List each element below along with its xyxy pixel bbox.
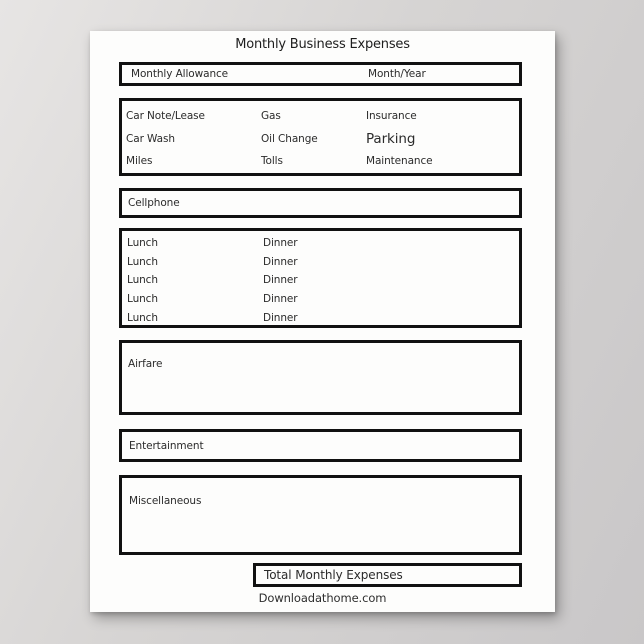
meal-row [127,234,519,253]
airfare-box [119,340,522,415]
dinner-label: Dinner [263,293,298,306]
miles-label: Miles [126,155,153,168]
dinner-label: Dinner [263,237,298,250]
meal-row [127,271,519,290]
maintenance-label: Maintenance [366,155,433,168]
website-credit: Downloadathome.com [258,591,387,605]
cellphone-box [119,188,522,218]
lunch-label: Lunch [127,237,158,250]
lunch-label: Lunch [127,274,158,287]
vehicle-row [126,105,519,128]
meal-row [127,308,519,327]
gas-label: Gas [261,110,281,123]
total-monthly-expenses-box [253,563,522,587]
miscellaneous-label: Miscellaneous [129,495,202,507]
vehicle-row [126,128,519,151]
meal-row [127,253,519,272]
tolls-label: Tolls [261,155,283,168]
meal-row [127,290,519,309]
insurance-label: Insurance [366,110,417,123]
miscellaneous-box [119,475,522,555]
oil-change-label: Oil Change [261,132,318,145]
entertainment-box [119,429,522,462]
meals-box [119,228,522,328]
airfare-label: Airfare [128,358,163,370]
dinner-label: Dinner [263,255,298,268]
lunch-label: Lunch [127,311,158,324]
expense-sheet-poster [90,31,555,612]
monthly-allowance-box [119,62,522,86]
vehicle-row [126,150,519,173]
total-monthly-expenses-label: Total Monthly Expenses [264,568,403,582]
dinner-label: Dinner [263,311,298,324]
monthly-allowance-label: Monthly Allowance [131,68,229,80]
page-title: Monthly Business Expenses [235,37,410,52]
lunch-label: Lunch [127,293,158,306]
lunch-label: Lunch [127,255,158,268]
month-year-label: Month/Year [368,68,426,80]
cellphone-label: Cellphone [128,197,180,209]
car-wash-label: Car Wash [126,132,175,145]
parking-label: Parking [366,130,416,147]
entertainment-label: Entertainment [129,439,204,452]
dinner-label: Dinner [263,274,298,287]
vehicle-expenses-box [119,98,522,176]
car-note-lease-label: Car Note/Lease [126,110,205,123]
